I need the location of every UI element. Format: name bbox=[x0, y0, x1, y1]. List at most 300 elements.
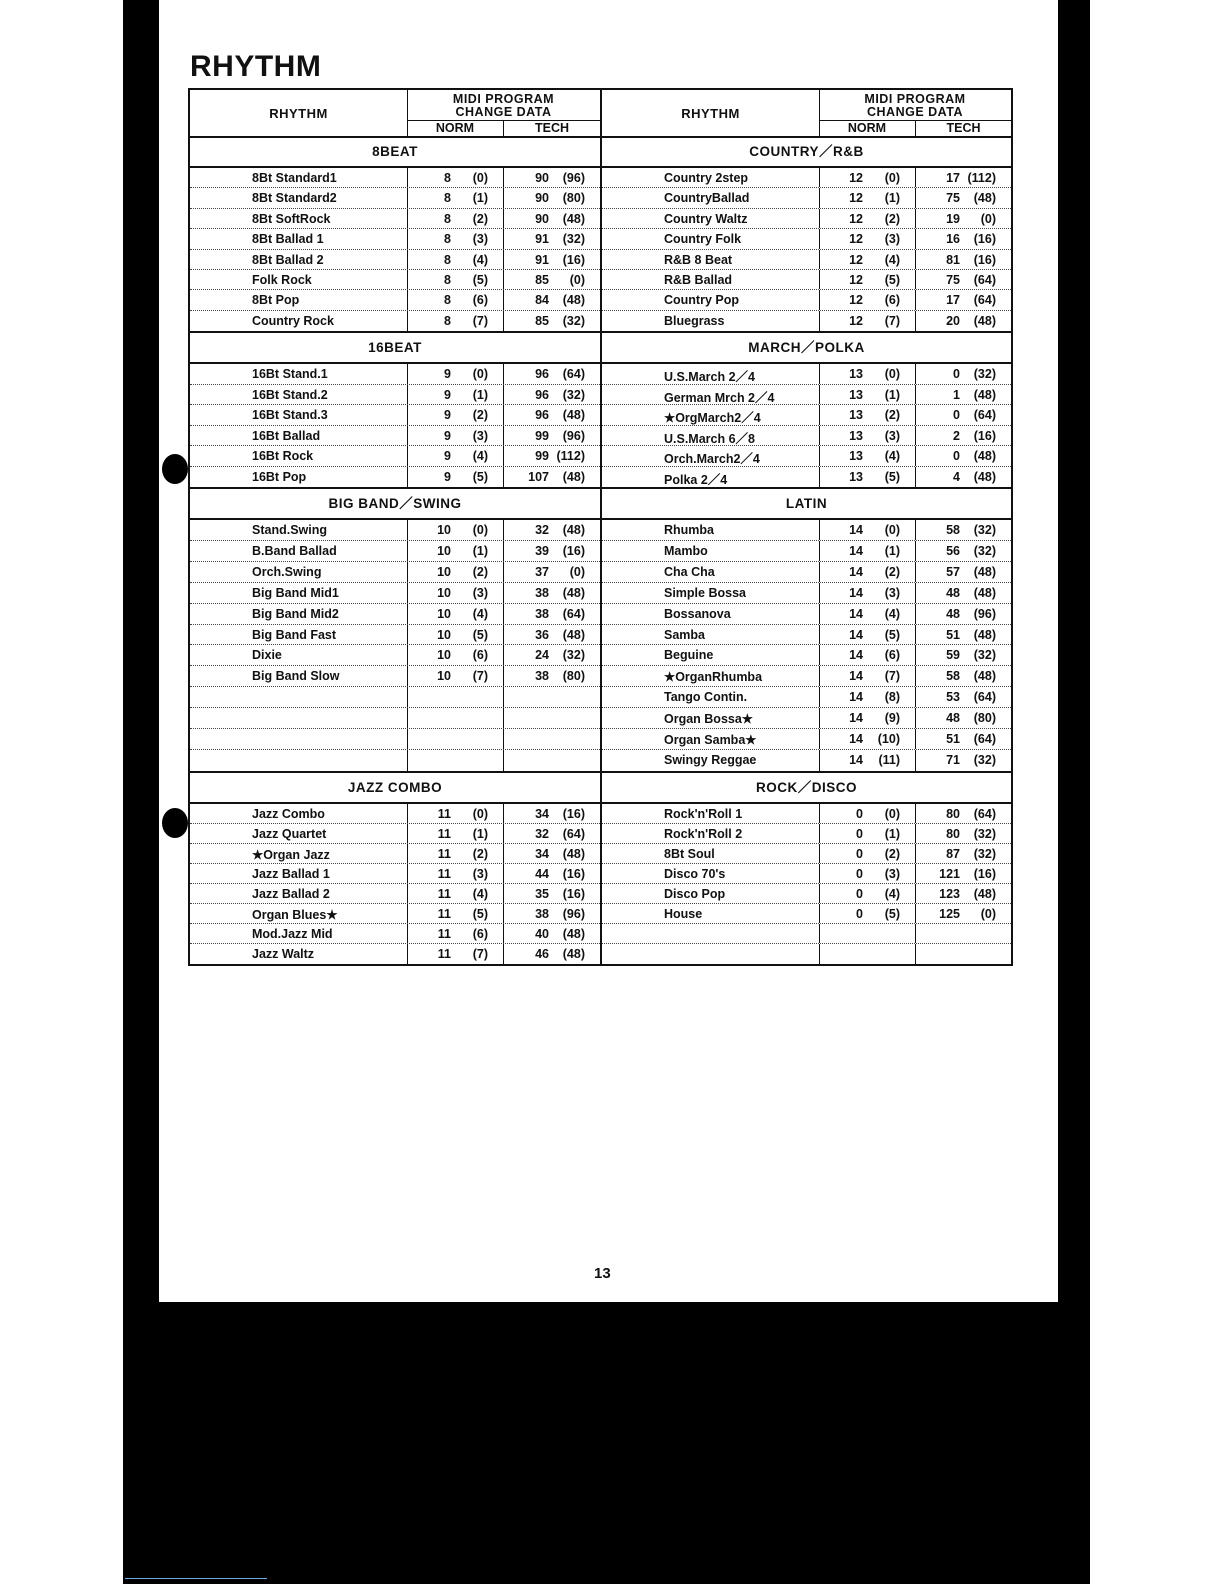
norm-cell bbox=[819, 924, 916, 943]
rhythm-name: Jazz Ballad 2 bbox=[252, 887, 330, 901]
table-row bbox=[190, 446, 600, 467]
table-row bbox=[190, 541, 600, 562]
tech-bank: (32) bbox=[973, 752, 996, 767]
norm-cell bbox=[819, 708, 916, 728]
norm-program: 0 bbox=[856, 867, 863, 881]
rhythm-name: Swingy Reggae bbox=[664, 752, 757, 767]
tech-program: 1 bbox=[953, 387, 960, 402]
tech-bank: (48) bbox=[973, 627, 996, 642]
norm-bank: (3) bbox=[472, 428, 488, 443]
norm-bank: (0) bbox=[472, 807, 488, 821]
tech-cell bbox=[916, 467, 1011, 488]
tech-program: 17 bbox=[946, 171, 960, 185]
table-row bbox=[602, 446, 1011, 467]
tech-program: 0 bbox=[953, 408, 960, 422]
rhythm-name: Mambo bbox=[664, 543, 708, 558]
norm-cell bbox=[819, 364, 916, 384]
tech-cell bbox=[504, 209, 600, 228]
tech-cell bbox=[504, 844, 600, 863]
tech-bank: (48) bbox=[973, 585, 996, 600]
tech-cell bbox=[916, 924, 1011, 943]
norm-cell bbox=[819, 270, 916, 289]
norm-program: 10 bbox=[437, 564, 451, 579]
norm-bank: (3) bbox=[472, 232, 488, 247]
norm-bank: (0) bbox=[472, 523, 488, 537]
tech-cell bbox=[916, 385, 1011, 405]
norm-bank: (1) bbox=[472, 387, 488, 402]
tech-cell bbox=[916, 270, 1011, 289]
rhythm-name: 16Bt Ballad bbox=[252, 428, 321, 443]
norm-bank: (2) bbox=[472, 564, 488, 579]
norm-program: 10 bbox=[437, 669, 451, 684]
table-row bbox=[190, 844, 600, 864]
norm-program: 13 bbox=[849, 367, 863, 381]
tech-bank: (48) bbox=[973, 313, 996, 328]
rhythm-name: Country Folk bbox=[664, 232, 742, 247]
norm-program: 0 bbox=[856, 807, 863, 821]
tech-bank: (0) bbox=[980, 907, 996, 921]
table-row bbox=[190, 804, 600, 824]
norm-cell bbox=[407, 385, 504, 405]
norm-cell bbox=[407, 645, 504, 665]
norm-cell bbox=[407, 168, 504, 187]
tech-bank: (32) bbox=[562, 387, 585, 402]
tech-bank: (48) bbox=[562, 211, 585, 226]
tech-program: 96 bbox=[535, 408, 549, 422]
table-row bbox=[602, 924, 1011, 944]
norm-bank: (5) bbox=[472, 627, 488, 642]
tech-cell bbox=[504, 944, 600, 964]
norm-program: 8 bbox=[444, 293, 451, 308]
tech-cell bbox=[504, 520, 600, 540]
table-row bbox=[602, 270, 1011, 290]
norm-cell bbox=[407, 446, 504, 466]
tech-cell bbox=[916, 666, 1011, 686]
tech-cell bbox=[504, 625, 600, 645]
norm-cell bbox=[819, 804, 916, 823]
tech-bank: (16) bbox=[562, 543, 585, 558]
norm-bank: (5) bbox=[472, 272, 488, 287]
rhythm-table-left bbox=[190, 90, 600, 964]
norm-program: 14 bbox=[849, 606, 863, 621]
rhythm-name: Country Rock bbox=[252, 313, 334, 328]
tech-program: 85 bbox=[535, 272, 549, 287]
norm-cell bbox=[819, 625, 916, 645]
norm-program: 11 bbox=[437, 807, 451, 821]
norm-bank: (0) bbox=[884, 171, 900, 185]
tech-program: 53 bbox=[946, 690, 960, 705]
rhythm-name: Rock'n'Roll 1 bbox=[664, 807, 743, 821]
rhythm-name: Organ Bossa★ bbox=[664, 712, 754, 727]
table-row bbox=[190, 625, 600, 646]
tech-program: 24 bbox=[535, 648, 549, 663]
norm-cell bbox=[819, 687, 916, 707]
tech-cell bbox=[916, 729, 1011, 749]
rhythm-name: 8Bt Pop bbox=[252, 293, 300, 308]
rhythm-name: Bossanova bbox=[664, 606, 731, 621]
norm-bank: (4) bbox=[472, 887, 488, 901]
tech-bank: (48) bbox=[562, 408, 585, 422]
tech-cell bbox=[504, 385, 600, 405]
tech-bank: (64) bbox=[562, 606, 585, 621]
tech-bank: (48) bbox=[562, 293, 585, 308]
norm-cell bbox=[407, 520, 504, 540]
table-row bbox=[602, 426, 1011, 447]
tech-bank: (80) bbox=[973, 711, 996, 726]
tech-bank: (64) bbox=[562, 367, 585, 381]
rhythm-name: Jazz Combo bbox=[252, 807, 325, 821]
rhythm-name: Samba bbox=[664, 627, 705, 642]
tech-program: 0 bbox=[953, 367, 960, 381]
table-row bbox=[190, 270, 600, 290]
norm-cell bbox=[819, 583, 916, 603]
norm-cell bbox=[407, 824, 504, 843]
norm-cell bbox=[407, 209, 504, 228]
table-row bbox=[190, 229, 600, 249]
table-row bbox=[602, 311, 1011, 331]
tech-bank: (96) bbox=[973, 606, 996, 621]
table-row bbox=[190, 729, 600, 750]
norm-cell bbox=[407, 708, 504, 728]
rhythm-name: Organ Blues★ bbox=[252, 908, 338, 922]
tech-bank: (48) bbox=[562, 947, 585, 961]
header-midi-line2: CHANGE DATA bbox=[866, 105, 963, 119]
tech-cell bbox=[504, 708, 600, 728]
table-row bbox=[602, 520, 1011, 541]
norm-cell bbox=[819, 944, 916, 964]
norm-program: 12 bbox=[849, 211, 863, 226]
header-rhythm: RHYTHM bbox=[602, 90, 820, 136]
tech-program: 75 bbox=[946, 272, 960, 287]
norm-program: 10 bbox=[437, 543, 451, 558]
tech-bank: (32) bbox=[973, 543, 996, 558]
norm-program: 13 bbox=[849, 387, 863, 402]
header-midi bbox=[407, 90, 600, 123]
rhythm-name: Polka 2／4 bbox=[664, 472, 728, 487]
tech-bank: (16) bbox=[973, 867, 996, 881]
tech-program: 0 bbox=[953, 449, 960, 463]
norm-program: 9 bbox=[444, 469, 451, 484]
norm-cell bbox=[407, 944, 504, 964]
tech-program: 90 bbox=[535, 191, 549, 206]
tech-bank: (80) bbox=[562, 669, 585, 684]
norm-cell bbox=[819, 209, 916, 228]
norm-cell bbox=[819, 188, 916, 207]
page-title: RHYTHM bbox=[190, 50, 322, 83]
norm-bank: (3) bbox=[884, 232, 900, 247]
scan-artifact-line bbox=[125, 1578, 267, 1579]
tech-cell bbox=[504, 562, 600, 582]
tech-program: 59 bbox=[946, 648, 960, 663]
table-row bbox=[190, 426, 600, 447]
tech-program: 125 bbox=[939, 907, 960, 921]
tech-program: 38 bbox=[535, 585, 549, 600]
norm-program: 10 bbox=[437, 648, 451, 663]
norm-bank: (4) bbox=[884, 449, 900, 463]
tech-bank: (16) bbox=[562, 867, 585, 881]
tech-program: 34 bbox=[535, 847, 549, 861]
header-norm: NORM bbox=[407, 120, 504, 136]
tech-cell bbox=[916, 884, 1011, 903]
norm-bank: (5) bbox=[884, 627, 900, 642]
norm-program: 8 bbox=[444, 272, 451, 287]
tech-cell bbox=[916, 229, 1011, 248]
norm-cell bbox=[819, 229, 916, 248]
norm-program: 11 bbox=[437, 887, 451, 901]
table-header bbox=[190, 90, 600, 138]
tech-bank: (96) bbox=[562, 907, 585, 921]
rhythm-name: Stand.Swing bbox=[252, 523, 327, 537]
rhythm-name: Disco 70's bbox=[664, 867, 726, 881]
table-row bbox=[190, 750, 600, 771]
norm-cell bbox=[819, 385, 916, 405]
norm-bank: (2) bbox=[472, 847, 488, 861]
header-midi-line2: CHANGE DATA bbox=[455, 105, 552, 119]
rhythm-name: CountryBallad bbox=[664, 191, 750, 206]
norm-program: 10 bbox=[437, 627, 451, 642]
rhythm-name: Big Band Fast bbox=[252, 627, 337, 642]
table-row bbox=[190, 924, 600, 944]
table-row bbox=[190, 687, 600, 708]
norm-bank: (5) bbox=[884, 272, 900, 287]
norm-program: 14 bbox=[849, 523, 863, 537]
tech-bank: (32) bbox=[973, 523, 996, 537]
norm-cell bbox=[407, 229, 504, 248]
table-row bbox=[602, 364, 1011, 385]
table-row bbox=[602, 824, 1011, 844]
tech-cell bbox=[504, 729, 600, 749]
table-section bbox=[602, 333, 1011, 489]
tech-program: 51 bbox=[946, 732, 960, 747]
punch-hole-icon bbox=[162, 454, 188, 484]
rhythm-name: Dixie bbox=[252, 648, 282, 663]
section-title: ROCK／DISCO bbox=[602, 773, 1011, 804]
norm-bank: (0) bbox=[472, 367, 488, 381]
norm-bank: (3) bbox=[884, 428, 900, 443]
tech-cell bbox=[916, 750, 1011, 771]
norm-bank: (7) bbox=[472, 313, 488, 328]
tech-program: 91 bbox=[535, 232, 549, 247]
rhythm-name: Rock'n'Roll 2 bbox=[664, 827, 743, 841]
table-row bbox=[190, 864, 600, 884]
norm-bank: (2) bbox=[884, 211, 900, 226]
table-row bbox=[190, 604, 600, 625]
rhythm-name: Beguine bbox=[664, 648, 714, 663]
rhythm-name: Big Band Mid2 bbox=[252, 606, 339, 621]
tech-bank: (48) bbox=[562, 627, 585, 642]
norm-program: 14 bbox=[849, 543, 863, 558]
norm-cell bbox=[407, 924, 504, 943]
norm-cell bbox=[407, 364, 504, 384]
tech-bank: (48) bbox=[562, 585, 585, 600]
norm-bank: (5) bbox=[472, 907, 488, 921]
norm-cell bbox=[819, 666, 916, 686]
tech-program: 56 bbox=[946, 543, 960, 558]
rhythm-name: Jazz Ballad 1 bbox=[252, 867, 330, 881]
rhythm-name: ★OrganRhumba bbox=[664, 670, 763, 685]
norm-cell bbox=[819, 884, 916, 903]
tech-program: 48 bbox=[946, 585, 960, 600]
section-title: MARCH／POLKA bbox=[602, 333, 1011, 364]
tech-cell bbox=[916, 405, 1011, 425]
norm-cell bbox=[819, 604, 916, 624]
section-title: 8BEAT bbox=[190, 137, 600, 168]
norm-bank: (11) bbox=[878, 752, 900, 767]
tech-program: 38 bbox=[535, 606, 549, 621]
norm-cell bbox=[407, 290, 504, 309]
rhythm-name: 8Bt Standard2 bbox=[252, 191, 337, 206]
norm-program: 13 bbox=[849, 469, 863, 484]
tech-program: 84 bbox=[535, 293, 549, 308]
norm-program: 8 bbox=[444, 191, 451, 206]
table-row bbox=[602, 687, 1011, 708]
norm-bank: (7) bbox=[884, 313, 900, 328]
norm-bank: (6) bbox=[884, 293, 900, 308]
norm-cell bbox=[407, 804, 504, 823]
tech-program: 123 bbox=[939, 887, 960, 901]
rhythm-name: R&B Ballad bbox=[664, 272, 733, 287]
norm-bank: (2) bbox=[472, 211, 488, 226]
table-row bbox=[190, 562, 600, 583]
tech-cell bbox=[504, 168, 600, 187]
norm-program: 12 bbox=[849, 313, 863, 328]
tech-cell bbox=[916, 687, 1011, 707]
norm-program: 8 bbox=[444, 232, 451, 247]
tech-cell bbox=[504, 904, 600, 923]
rhythm-name: U.S.March 6／8 bbox=[664, 431, 756, 446]
tech-program: 32 bbox=[535, 523, 549, 537]
norm-cell bbox=[819, 290, 916, 309]
table-row bbox=[190, 666, 600, 687]
norm-bank: (1) bbox=[884, 543, 900, 558]
tech-cell bbox=[916, 824, 1011, 843]
tech-cell bbox=[504, 604, 600, 624]
tech-program: 85 bbox=[535, 313, 549, 328]
tech-program: 36 bbox=[535, 627, 549, 642]
rhythm-name: 16Bt Stand.3 bbox=[252, 408, 328, 422]
norm-program: 11 bbox=[437, 867, 451, 881]
tech-bank: (64) bbox=[973, 690, 996, 705]
tech-cell bbox=[916, 290, 1011, 309]
tech-bank: (64) bbox=[973, 293, 996, 308]
norm-program: 9 bbox=[444, 387, 451, 402]
norm-bank: (1) bbox=[472, 827, 488, 841]
table-row bbox=[190, 904, 600, 924]
norm-cell bbox=[819, 824, 916, 843]
norm-cell bbox=[819, 250, 916, 269]
tech-cell bbox=[504, 229, 600, 248]
norm-program: 14 bbox=[849, 752, 863, 767]
tech-program: 4 bbox=[953, 469, 960, 484]
table-row bbox=[602, 562, 1011, 583]
norm-bank: (6) bbox=[472, 293, 488, 308]
norm-cell bbox=[407, 270, 504, 289]
norm-bank: (3) bbox=[472, 867, 488, 881]
rhythm-name: Simple Bossa bbox=[664, 585, 746, 600]
norm-bank: (2) bbox=[884, 408, 900, 422]
table-row bbox=[190, 250, 600, 270]
tech-cell bbox=[504, 750, 600, 771]
tech-cell bbox=[504, 666, 600, 686]
page-margin-right bbox=[1090, 0, 1224, 1584]
norm-program: 8 bbox=[444, 313, 451, 328]
scan-border-bottom bbox=[123, 1302, 1090, 1584]
rhythm-name: U.S.March 2／4 bbox=[664, 370, 756, 384]
rhythm-name: Country 2step bbox=[664, 171, 749, 185]
tech-bank: (48) bbox=[973, 449, 996, 463]
tech-program: 96 bbox=[535, 387, 549, 402]
norm-program: 12 bbox=[849, 232, 863, 247]
norm-program: 12 bbox=[849, 293, 863, 308]
tech-program: 80 bbox=[946, 827, 960, 841]
norm-program: 14 bbox=[849, 648, 863, 663]
tech-bank: (48) bbox=[973, 564, 996, 579]
table-section bbox=[190, 773, 600, 964]
tech-program: 2 bbox=[953, 428, 960, 443]
tech-program: 99 bbox=[535, 428, 549, 443]
norm-bank: (7) bbox=[472, 947, 488, 961]
table-section bbox=[602, 137, 1011, 333]
tech-cell bbox=[504, 541, 600, 561]
tech-cell bbox=[916, 944, 1011, 964]
tech-cell bbox=[504, 188, 600, 207]
table-section bbox=[190, 333, 600, 489]
norm-program: 8 bbox=[444, 211, 451, 226]
rhythm-name: 16Bt Pop bbox=[252, 469, 307, 484]
norm-bank: (0) bbox=[884, 523, 900, 537]
norm-program: 9 bbox=[444, 449, 451, 463]
norm-cell bbox=[819, 168, 916, 187]
norm-bank: (6) bbox=[472, 648, 488, 663]
tech-bank: (96) bbox=[562, 428, 585, 443]
norm-program: 14 bbox=[849, 669, 863, 684]
tech-program: 91 bbox=[535, 252, 549, 267]
table-row bbox=[602, 250, 1011, 270]
tech-bank: (16) bbox=[973, 232, 996, 247]
tech-bank: (16) bbox=[973, 252, 996, 267]
tech-bank: (16) bbox=[562, 807, 585, 821]
tech-program: 39 bbox=[535, 543, 549, 558]
tech-program: 40 bbox=[535, 927, 549, 941]
tech-bank: (64) bbox=[973, 732, 996, 747]
tech-program: 99 bbox=[535, 449, 549, 463]
table-row bbox=[602, 750, 1011, 771]
norm-bank: (0) bbox=[884, 367, 900, 381]
tech-cell bbox=[504, 687, 600, 707]
tech-bank: (48) bbox=[973, 669, 996, 684]
norm-cell bbox=[819, 311, 916, 331]
rhythm-name: Organ Samba★ bbox=[664, 733, 757, 748]
rhythm-name: R&B 8 Beat bbox=[664, 252, 733, 267]
norm-cell bbox=[407, 250, 504, 269]
norm-cell bbox=[407, 904, 504, 923]
tech-program: 38 bbox=[535, 669, 549, 684]
tech-cell bbox=[504, 924, 600, 943]
norm-program: 11 bbox=[437, 947, 451, 961]
norm-program: 13 bbox=[849, 449, 863, 463]
tech-bank: (64) bbox=[973, 807, 996, 821]
rhythm-name: Mod.Jazz Mid bbox=[252, 927, 333, 941]
norm-cell bbox=[819, 405, 916, 425]
header-midi-line1: MIDI PROGRAM bbox=[452, 92, 555, 106]
table-row bbox=[602, 708, 1011, 729]
tech-cell bbox=[504, 446, 600, 466]
norm-cell bbox=[407, 687, 504, 707]
tech-cell bbox=[504, 311, 600, 331]
tech-bank: (48) bbox=[562, 469, 585, 484]
tech-bank: (32) bbox=[973, 827, 996, 841]
norm-program: 13 bbox=[849, 428, 863, 443]
